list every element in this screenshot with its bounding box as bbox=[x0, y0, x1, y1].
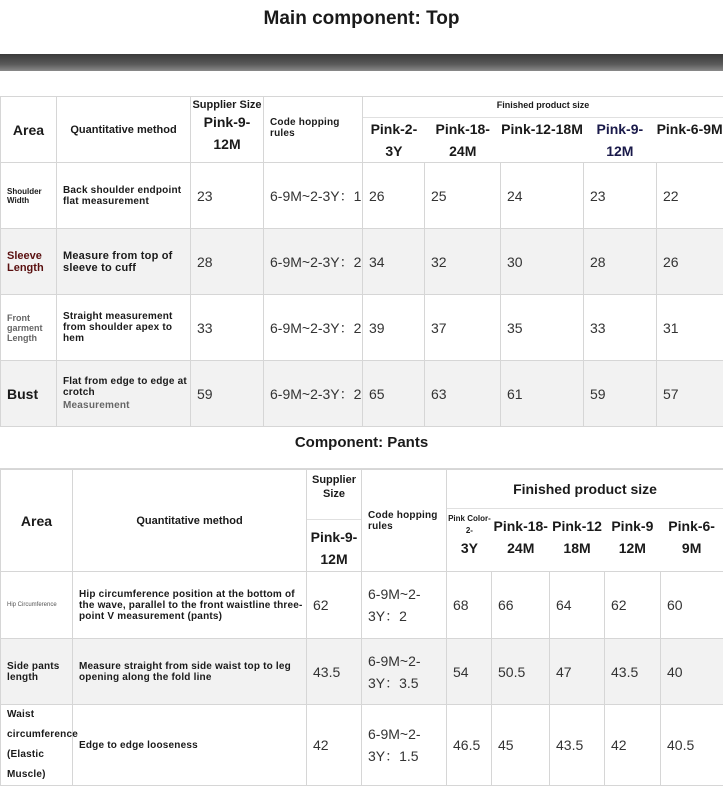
value-cell: 23 bbox=[584, 163, 657, 229]
value-cell: 66 bbox=[492, 572, 550, 639]
method-cell: Back shoulder endpoint flat measurement bbox=[57, 163, 191, 229]
supplier-header-label: Supplier Size bbox=[307, 471, 361, 501]
value-cell: 57 bbox=[657, 361, 723, 427]
supplier-header-label: Supplier Size bbox=[191, 99, 263, 111]
finished-header: Finished product size bbox=[447, 470, 723, 509]
method-header: Quantitative method bbox=[57, 97, 191, 163]
method-cell bbox=[57, 361, 191, 427]
value-cell: 24 bbox=[501, 163, 584, 229]
finished-header-cell bbox=[363, 97, 723, 163]
value-cell: 47 bbox=[550, 639, 605, 705]
size-header: Pink-18-24M bbox=[492, 509, 550, 559]
size-header: Pink-9-12M bbox=[583, 118, 656, 162]
code-cell: 6-9M~2-3Y：2 bbox=[264, 229, 363, 295]
size-header: Pink-12 18M bbox=[550, 509, 605, 559]
area-cell: Bust bbox=[1, 361, 57, 427]
top-size-table bbox=[0, 96, 723, 427]
table-row bbox=[1, 361, 723, 427]
pants-component-title: Component: Pants bbox=[0, 434, 723, 451]
value-cell: 43.5 bbox=[550, 705, 605, 786]
supplier-cell: 43.5 bbox=[307, 639, 362, 705]
value-cell: 65 bbox=[363, 361, 425, 427]
area-cell: Sleeve Length bbox=[1, 229, 57, 295]
method-cell: Edge to edge looseness bbox=[73, 705, 307, 786]
value-cell: 32 bbox=[425, 229, 501, 295]
table-row bbox=[1, 229, 723, 295]
pants-size-table bbox=[0, 469, 723, 786]
area-cell: Front garment Length bbox=[1, 295, 57, 361]
table-row bbox=[1, 572, 723, 639]
method-cell: Measure straight from side waist top to leg opening along the fold line bbox=[73, 639, 307, 705]
value-cell: 40.5 bbox=[661, 705, 723, 786]
table-row bbox=[1, 163, 723, 229]
finished-header-cell bbox=[447, 470, 723, 572]
table-row bbox=[1, 705, 723, 786]
value-cell: 62 bbox=[605, 572, 661, 639]
value-cell: 26 bbox=[657, 229, 723, 295]
supplier-cell: 59 bbox=[191, 361, 264, 427]
value-cell: 37 bbox=[425, 295, 501, 361]
supplier-cell: 42 bbox=[307, 705, 362, 786]
method-subtext: Measurement bbox=[63, 400, 190, 411]
size-header bbox=[447, 509, 492, 559]
size-header: Pink-6-9M bbox=[656, 118, 723, 162]
method-text: Flat from edge to edge at crotch bbox=[63, 376, 190, 398]
method-header: Quantitative method bbox=[73, 470, 307, 572]
table-row bbox=[1, 295, 723, 361]
area-header: Area bbox=[1, 470, 73, 572]
area-cell: Shoulder Width bbox=[1, 163, 57, 229]
size-header-top: Pink Color-2- bbox=[447, 509, 492, 537]
value-cell: 35 bbox=[501, 295, 584, 361]
value-cell: 42 bbox=[605, 705, 661, 786]
code-cell: 6-9M~2-3Y：2 bbox=[264, 361, 363, 427]
value-cell: 26 bbox=[363, 163, 425, 229]
divider-bar bbox=[0, 54, 723, 71]
value-cell: 61 bbox=[501, 361, 584, 427]
area-header: Area bbox=[1, 97, 57, 163]
supplier-header bbox=[191, 97, 264, 163]
supplier-cell: 62 bbox=[307, 572, 362, 639]
method-cell: Straight measurement from shoulder apex to hem bbox=[57, 295, 191, 361]
code-cell: 6-9M~2-3Y：2 bbox=[362, 572, 447, 639]
supplier-cell: 23 bbox=[191, 163, 264, 229]
value-cell: 68 bbox=[447, 572, 492, 639]
value-cell: 28 bbox=[584, 229, 657, 295]
value-cell: 33 bbox=[584, 295, 657, 361]
code-cell: 6-9M~2-3Y：1.5 bbox=[362, 705, 447, 786]
value-cell: 63 bbox=[425, 361, 501, 427]
value-cell: 43.5 bbox=[605, 639, 661, 705]
method-cell: Measure from top of sleeve to cuff bbox=[57, 229, 191, 295]
top-component-title: Main component: Top bbox=[0, 8, 723, 30]
supplier-size: Pink-9-12M bbox=[199, 111, 255, 155]
value-cell: 40 bbox=[661, 639, 723, 705]
value-cell: 60 bbox=[661, 572, 723, 639]
value-cell: 46.5 bbox=[447, 705, 492, 786]
supplier-cell: 33 bbox=[191, 295, 264, 361]
code-cell: 6-9M~2-3Y：1 bbox=[264, 163, 363, 229]
value-cell: 50.5 bbox=[492, 639, 550, 705]
finished-header: Finished product size bbox=[363, 97, 723, 118]
value-cell: 31 bbox=[657, 295, 723, 361]
code-header: Code hopping rules bbox=[264, 97, 363, 163]
table-row bbox=[1, 639, 723, 705]
size-header-bottom: 3Y bbox=[447, 537, 492, 559]
area-cell: Hip Circumference bbox=[1, 572, 73, 639]
area-cell: Waist circumference (Elastic Muscle) bbox=[1, 705, 73, 786]
size-header: Pink-18-24M bbox=[425, 118, 501, 162]
supplier-header bbox=[307, 470, 362, 572]
size-header: Pink-12-18M bbox=[501, 118, 584, 162]
code-cell: 6-9M~2-3Y：3.5 bbox=[362, 639, 447, 705]
value-cell: 39 bbox=[363, 295, 425, 361]
value-cell: 64 bbox=[550, 572, 605, 639]
value-cell: 25 bbox=[425, 163, 501, 229]
value-cell: 22 bbox=[657, 163, 723, 229]
code-header: Code hopping rules bbox=[362, 470, 447, 572]
size-header: Pink-9 12M bbox=[604, 509, 660, 559]
value-cell: 59 bbox=[584, 361, 657, 427]
size-header: Pink-6-9M bbox=[660, 509, 723, 559]
value-cell: 45 bbox=[492, 705, 550, 786]
area-cell: Side pants length bbox=[1, 639, 73, 705]
supplier-cell: 28 bbox=[191, 229, 264, 295]
value-cell: 54 bbox=[447, 639, 492, 705]
supplier-size: Pink-9-12M bbox=[307, 519, 361, 570]
value-cell: 34 bbox=[363, 229, 425, 295]
code-cell: 6-9M~2-3Y：2 bbox=[264, 295, 363, 361]
method-cell: Hip circumference position at the bottom of the wave, parallel to the front waistline three-point V measurement (pants) bbox=[73, 572, 307, 639]
size-header: Pink-2-3Y bbox=[363, 118, 425, 162]
value-cell: 30 bbox=[501, 229, 584, 295]
